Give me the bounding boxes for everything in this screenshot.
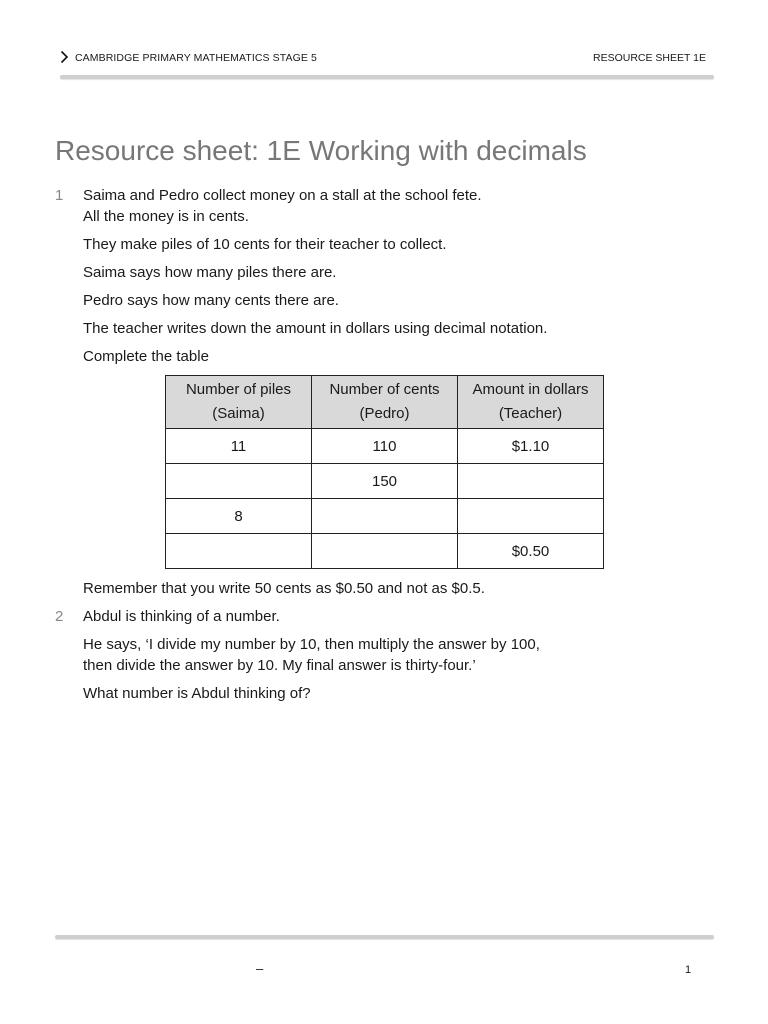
header-text: Number of cents bbox=[329, 381, 440, 398]
table-row bbox=[166, 429, 604, 464]
table-cell: 8 bbox=[166, 499, 312, 534]
table-cell: 11 bbox=[166, 429, 312, 464]
header-text: Amount in dollars bbox=[472, 381, 589, 398]
header-subtext: (Pedro) bbox=[359, 405, 410, 422]
table-row bbox=[166, 464, 604, 499]
sheet-label: RESOURCE SHEET 1E bbox=[592, 52, 706, 64]
table-cell: 150 bbox=[312, 464, 458, 499]
header-divider bbox=[60, 75, 714, 79]
series-title: CAMBRIDGE PRIMARY MATHEMATICS STAGE 5 bbox=[75, 52, 317, 64]
question-number-1: 1 bbox=[55, 187, 64, 204]
table-row bbox=[166, 499, 604, 534]
page-title: Resource sheet: 1E Working with decimals bbox=[55, 135, 587, 166]
table-cell: 110 bbox=[312, 429, 458, 464]
q1-line: Saima and Pedro collect money on a stall at the school fete. bbox=[83, 187, 482, 204]
q1-instruction: Complete the table bbox=[83, 348, 209, 365]
q1-line: Saima says how many piles there are. bbox=[83, 264, 337, 281]
table-cell-blank[interactable] bbox=[312, 499, 458, 534]
q1-line: All the money is in cents. bbox=[83, 208, 249, 225]
chevron-right-icon bbox=[60, 50, 69, 68]
q1-note: Remember that you write 50 cents as $0.50 and not as $0.5. bbox=[83, 580, 485, 597]
header-subtext: (Teacher) bbox=[498, 405, 563, 422]
page-header bbox=[60, 50, 706, 70]
q1-line: Pedro says how many cents there are. bbox=[83, 292, 339, 309]
table-cell-blank[interactable] bbox=[458, 464, 604, 499]
table-header-dollars bbox=[458, 376, 604, 429]
table-header-cents bbox=[312, 376, 458, 429]
table-cell: $0.50 bbox=[458, 534, 604, 569]
footer-dash: – bbox=[256, 961, 264, 976]
q1-line: They make piles of 10 cents for their teacher to collect. bbox=[83, 236, 447, 253]
table-cell-blank[interactable] bbox=[166, 464, 312, 499]
table-header-piles bbox=[166, 376, 312, 429]
q2-line: He says, ‘I divide my number by 10, then multiply the answer by 100, bbox=[83, 636, 540, 653]
q1-line: The teacher writes down the amount in dollars using decimal notation. bbox=[83, 320, 548, 337]
q2-line: Abdul is thinking of a number. bbox=[83, 608, 280, 625]
table-cell-blank[interactable] bbox=[166, 534, 312, 569]
table-cell: $1.10 bbox=[458, 429, 604, 464]
page-number: 1 bbox=[685, 964, 692, 976]
table-cell-blank[interactable] bbox=[312, 534, 458, 569]
header-text: Number of piles bbox=[185, 381, 292, 398]
table-row bbox=[166, 534, 604, 569]
q2-line: then divide the answer by 10. My final answer is thirty-four.’ bbox=[83, 657, 476, 674]
table-cell-blank[interactable] bbox=[458, 499, 604, 534]
q2-question: What number is Abdul thinking of? bbox=[83, 685, 311, 702]
money-table bbox=[165, 375, 604, 569]
footer-divider bbox=[55, 935, 714, 939]
question-number-2: 2 bbox=[55, 608, 64, 625]
header-subtext: (Saima) bbox=[212, 405, 265, 422]
